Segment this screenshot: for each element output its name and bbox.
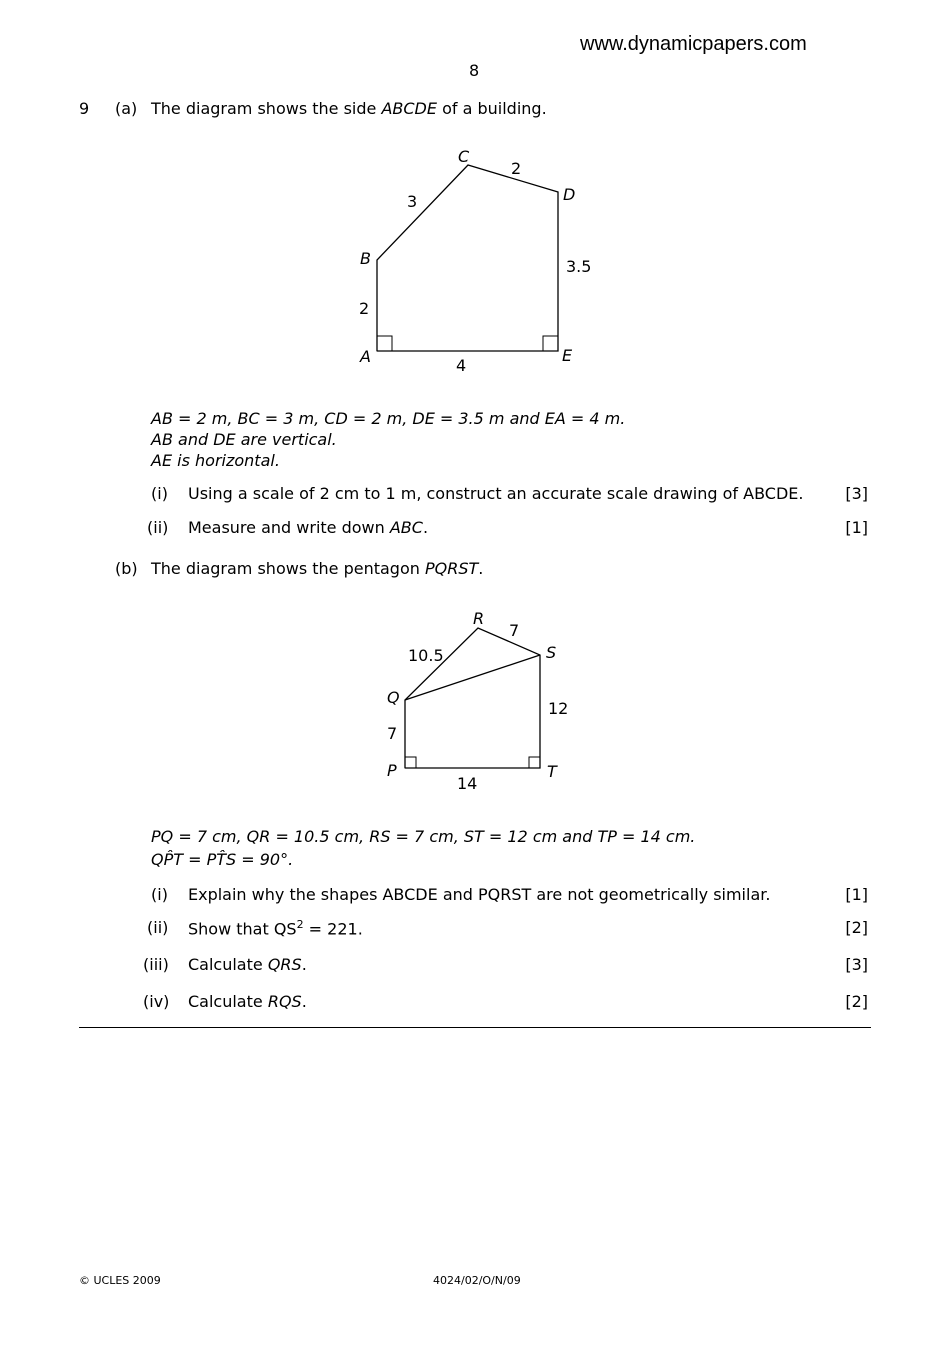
part-b-facts-line2: QP̂T = PT̂S = 90°.	[151, 850, 294, 869]
vertex-c-label: C	[458, 147, 470, 166]
angle-rqs: RQS	[267, 992, 302, 1011]
part-b-iv-text: Calculate RQS.	[188, 992, 307, 1011]
page-number: 8	[469, 61, 480, 80]
side-qr-length: 10.5	[408, 646, 444, 665]
part-b-iii-marks: [3]	[845, 955, 868, 974]
vertex-t-label: T	[547, 762, 557, 781]
part-b-i-label: (i)	[151, 885, 168, 904]
vertex-q-label: Q	[387, 688, 400, 707]
pentagon-pqrst-diagram	[370, 600, 590, 800]
vertex-a-label: A	[360, 347, 371, 366]
side-cd-length: 2	[511, 159, 522, 178]
building-side-diagram	[340, 140, 600, 380]
side-pq-length: 7	[387, 724, 398, 743]
footer-paper-code: 4024/02/O/N/09	[433, 1274, 521, 1287]
footer-copyright: © UCLES 2009	[79, 1274, 161, 1287]
part-b-ii-label: (ii)	[147, 918, 169, 937]
part-b-i-text: Explain why the shapes ABCDE and PQRST are not geometrically similar.	[188, 885, 771, 904]
side-de-length: 3.5	[566, 257, 592, 276]
part-b-iii-label: (iii)	[143, 955, 169, 974]
side-rs-length: 7	[509, 621, 520, 640]
side-ab-length: 2	[359, 299, 370, 318]
part-b-ii-marks: [2]	[845, 918, 868, 937]
website-url[interactable]: www.dynamicpapers.com	[580, 33, 807, 55]
part-a-ii-marks: [1]	[845, 518, 868, 537]
part-a-facts-line3: AE is horizontal.	[151, 451, 280, 470]
vertex-p-label: P	[387, 761, 397, 780]
side-tp-length: 14	[457, 774, 478, 793]
side-ea-length: 4	[456, 356, 467, 375]
part-a-facts-line1: AB = 2 m, BC = 3 m, CD = 2 m, DE = 3.5 m and EA = 4 m.	[151, 409, 626, 428]
part-b-iii-text: Calculate QRS.	[188, 955, 307, 974]
part-b-iv-marks: [2]	[845, 992, 868, 1011]
part-b-label: (b)	[115, 559, 138, 578]
part-b-iv-label: (iv)	[143, 992, 170, 1011]
part-b-ii-text: Show that $QS^2 = 221$.	[188, 918, 363, 939]
part-a-i-text: Using a scale of 2 cm to 1 m, construct an accurate scale drawing of ABCDE.	[188, 484, 804, 503]
angle-abc: ABC	[389, 518, 423, 537]
part-a-i-marks: [3]	[845, 484, 868, 503]
vertex-r-label: R	[473, 609, 485, 628]
part-b-intro: The diagram shows the pentagon PQRST.	[151, 559, 484, 578]
vertex-b-label: B	[360, 249, 371, 268]
vertex-e-label: E	[562, 346, 573, 365]
part-b-facts-line1: PQ = 7 cm, QR = 10.5 cm, RS = 7 cm, ST = 12 cm and TP = 14 cm.	[151, 827, 696, 846]
angle-qrs: QRS	[267, 955, 302, 974]
part-a-label: (a)	[115, 99, 138, 118]
side-st-length: 12	[548, 699, 569, 718]
vertex-s-label: S	[546, 643, 557, 662]
question-number: 9	[79, 99, 90, 118]
vertex-d-label: D	[563, 185, 576, 204]
part-a-intro: The diagram shows the side ABCDE of a building.	[151, 99, 547, 118]
question-divider	[79, 1027, 871, 1028]
part-a-facts-line2: AB and DE are vertical.	[151, 430, 337, 449]
part-a-i-label: (i)	[151, 484, 168, 503]
part-b-i-marks: [1]	[845, 885, 868, 904]
part-a-ii-label: (ii)	[147, 518, 169, 537]
side-bc-length: 3	[407, 192, 418, 211]
pentagon-abcde-outline	[377, 165, 558, 351]
part-a-ii-text: Measure and write down ABC.	[188, 518, 429, 537]
